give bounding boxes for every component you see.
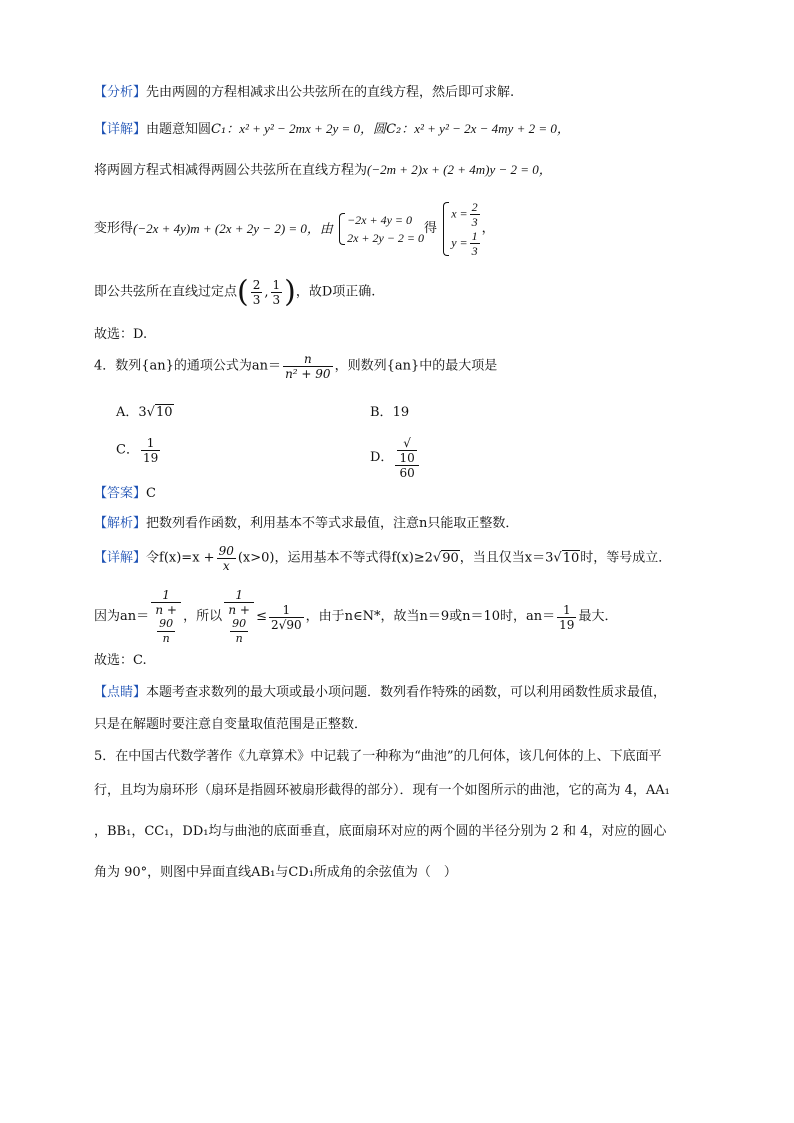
option-c-num: 1 xyxy=(141,436,160,451)
choice-d: 故选：D. xyxy=(94,327,148,342)
bf-den-a: n + xyxy=(155,603,177,617)
get-text: 得 xyxy=(424,221,438,236)
comment-line-1 xyxy=(94,684,666,702)
q4-frac-den: n² + 90 xyxy=(285,367,331,381)
bf2-den-den: n xyxy=(235,632,243,645)
option-b xyxy=(370,404,409,422)
bf2-den-num: 90 xyxy=(232,617,247,630)
option-a-value: 3√10 xyxy=(138,405,173,420)
sol-y-num: 1 xyxy=(471,229,478,243)
comma: ， xyxy=(481,221,495,236)
option-d: D． √ 10 60 xyxy=(370,436,421,480)
point-b-num: 1 xyxy=(272,278,281,292)
analysis-text: 先由两圆的方程相减求出公共弦所在的直线方程，然后即可求解. xyxy=(146,85,515,100)
q5-line-4: 角为 90°，则图中异面直线AB₁与CD₁所成角的余弦值为（ ） xyxy=(94,865,457,880)
circle-c2-label: C₂： xyxy=(386,122,415,137)
answer-tag: 【答案】 xyxy=(94,486,147,501)
solution-system xyxy=(441,200,481,258)
circle-c1-label: C₁： xyxy=(211,122,240,137)
bf2-den-a: n + xyxy=(228,603,250,617)
q4-detail-d: 时，等号成立． xyxy=(580,550,672,566)
option-a xyxy=(116,404,174,422)
q4-detail-tag: 【详解】 xyxy=(94,550,147,566)
sol-y-den: 3 xyxy=(471,244,478,258)
bf-den-den: n xyxy=(162,632,170,645)
sol-y-label: y = xyxy=(451,235,468,250)
circle-c1-equation: x² + y² − 2mx + 2y = 0，圆 xyxy=(239,121,387,136)
q4-detail-rad2: 10 xyxy=(562,550,580,566)
option-a-label: A． xyxy=(116,405,139,420)
q4-frac-num: n xyxy=(283,352,333,367)
rf-den: 2√90 xyxy=(271,617,302,632)
comment-line-2: 只是在解题时要注意自变量取值范围是正整数． xyxy=(94,717,368,732)
q4-detail-frac-num: 90 xyxy=(218,544,234,558)
answer-line xyxy=(94,485,156,503)
option-c-den: 19 xyxy=(142,451,159,465)
q4-stem-b: ，则数列{an}中的最大项是 xyxy=(334,358,498,374)
q5-line-1: 5．在中国古代数学著作《九章算术》中记载了一种称为“曲池”的几何体，该几何体的上、下底面平 xyxy=(94,749,662,764)
comment-tag: 【点睛】 xyxy=(94,685,147,700)
option-c xyxy=(116,436,162,465)
bf-den-num: 90 xyxy=(159,617,174,630)
detail-line-1 xyxy=(94,120,570,139)
because-b: ，所以 xyxy=(183,609,223,624)
transform-text: 变形得 xyxy=(94,221,134,236)
system-eq-1: −2x + 4y = 0 xyxy=(347,213,413,227)
transform-equation: (−2x + 4y)m + (2x + 2y − 2) = 0，由 xyxy=(133,221,333,236)
sol-x-den: 3 xyxy=(471,215,478,229)
point-b-den: 3 xyxy=(272,293,281,307)
option-b-value: 19 xyxy=(392,405,410,420)
comment-a: 本题考查求数列的最大项或最小项问题．数列看作特殊的函数，可以利用函数性质求最值， xyxy=(146,685,667,700)
analysis-line xyxy=(94,84,514,102)
analysis-tag: 【分析】 xyxy=(94,85,147,100)
because-a: 因为an＝ xyxy=(94,609,150,624)
choice-c: 故选：C. xyxy=(94,653,147,668)
chord-equation: (−2m + 2)x + (2 + 4m)y − 2 = 0， xyxy=(367,162,552,177)
sol-x-label: x = xyxy=(451,206,468,221)
le-sign: ≤ xyxy=(256,609,268,624)
q4-stem-a: 4．数列{an}的通项公式为an＝ xyxy=(94,358,282,374)
detail-line-2 xyxy=(94,161,552,180)
option-b-label: B． xyxy=(370,405,393,420)
rf-num: 1 xyxy=(269,603,304,618)
q4-detail-b: (x>0)，运用基本不等式得f(x)≥2 xyxy=(237,550,433,566)
q4-detail-frac-den: x xyxy=(222,559,230,573)
option-d-den: 60 xyxy=(399,466,415,480)
bf-num: 1 xyxy=(151,588,181,603)
because-c: ，由于n∈N*，故当n＝9或n＝10时，an＝ xyxy=(305,609,556,624)
circle-c2-equation: x² + y² − 2x − 4my + 2 = 0， xyxy=(414,121,570,136)
point-a-den: 3 xyxy=(252,293,261,307)
because-d: 最大． xyxy=(578,609,618,624)
answer-value: C xyxy=(146,486,156,501)
q4-detail-rad1: 90 xyxy=(442,550,459,566)
fixed-point-text: 即公共弦所在直线过定点 xyxy=(94,284,238,300)
detail-line-3 xyxy=(94,200,495,264)
point-a-num: 2 xyxy=(252,278,261,292)
q4-detail-c: ，当且仅当x＝3 xyxy=(459,550,554,566)
option-d-num: 10 xyxy=(399,451,415,465)
q5-line-3: ，BB₁，CC₁，DD₁均与曲池的底面垂直，底面扇环对应的两个圆的半径分别为 2 和 4，对应的圆心 xyxy=(94,824,667,839)
bf2-num: 1 xyxy=(224,588,254,603)
explain-line xyxy=(94,515,518,533)
option-a-rad: 10 xyxy=(155,405,173,420)
q5-line-2: 行，且均为扇环形（扇环是指圆环被扇形截得的部分）．现有一个如图所示的曲池，它的高为 4，AA₁ xyxy=(94,783,670,798)
option-c-label: C． xyxy=(116,442,139,458)
detail-line-4: 即公共弦所在直线过定点( $\frac{2}{3}$ , $\frac{1}{3}$ )，故D项正确. xyxy=(94,274,376,310)
conclusion-text: ，故D项正确. xyxy=(295,284,376,300)
q4-detail-line-2 xyxy=(94,588,618,645)
option-a-coef: 3 xyxy=(138,405,147,420)
option-d-label: D． xyxy=(370,450,394,465)
system-eq-2: 2x + 2y − 2 = 0 xyxy=(347,231,425,245)
equation-system xyxy=(337,211,424,247)
sol-x-num: 2 xyxy=(471,200,478,214)
subtract-text: 将两圆方程式相减得两圆公共弦所在直线方程为 xyxy=(94,163,368,178)
explain-text: 把数列看作函数，利用基本不等式求最值，注意n只能取正整数． xyxy=(146,516,519,531)
q4-detail-line-1: 【详解】令f(x)=x + $\frac{90}{x}$ (x>0)，运用基本不等式得f(x)≥2√90，当且仅当x＝3√10时，等号成立． xyxy=(94,544,672,573)
q4-detail-a: 令f(x)=x + xyxy=(146,550,215,566)
question-4-stem xyxy=(94,352,497,388)
ans-num: 1 xyxy=(557,603,576,618)
explain-tag: 【解析】 xyxy=(94,516,147,531)
ans-den: 19 xyxy=(559,617,575,632)
detail-tag: 【详解】 xyxy=(94,122,147,137)
detail-text: 由题意知圆 xyxy=(146,122,212,137)
